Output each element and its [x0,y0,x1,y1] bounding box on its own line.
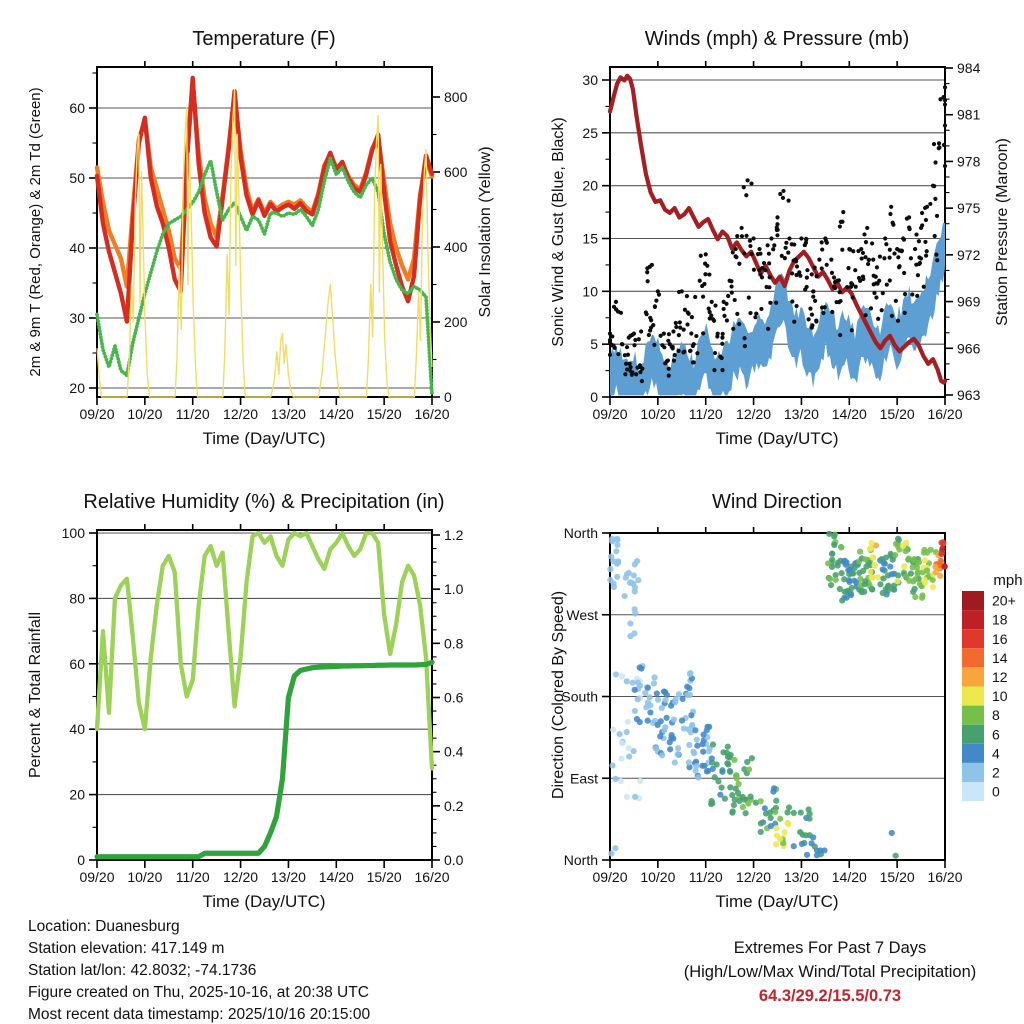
svg-text:5: 5 [590,336,598,353]
extremes-summary [660,936,1000,1008]
svg-text:North: North [563,525,598,541]
svg-text:0.6: 0.6 [444,689,464,706]
svg-text:50: 50 [69,170,85,186]
svg-text:14: 14 [992,649,1008,666]
humidity-precip-title: Relative Humidity (%) & Precipitation (in) [83,491,445,513]
station-location: Location: Duanesburg [28,918,180,935]
svg-text:09/20: 09/20 [592,406,628,422]
svg-text:14/20: 14/20 [831,869,867,885]
svg-text:09/20: 09/20 [79,406,115,422]
pressure-right-axis-label: Station Pressure (Maroon) [994,138,1011,326]
svg-text:12/20: 12/20 [223,406,259,422]
solar-right-axis-label: Solar Insolation (Yellow) [477,146,494,318]
svg-text:100: 100 [61,525,85,541]
svg-text:984: 984 [957,60,981,76]
svg-text:981: 981 [957,106,981,123]
recent-data-timestamp: Most recent data timestamp: 2025/10/16 20:15:00 [28,1006,371,1023]
station-elevation: Station elevation: 417.149 m [28,940,225,957]
svg-text:16/20: 16/20 [927,406,963,422]
svg-text:0.8: 0.8 [444,635,464,652]
svg-text:14/20: 14/20 [318,869,354,885]
svg-text:West: West [566,606,598,623]
svg-text:8: 8 [992,707,1000,724]
svg-text:11/20: 11/20 [688,406,723,422]
svg-text:30: 30 [582,72,598,88]
svg-text:14/20: 14/20 [831,406,867,422]
svg-text:15/20: 15/20 [366,406,402,422]
svg-text:18: 18 [992,611,1008,628]
svg-text:15/20: 15/20 [879,406,915,422]
temperature-xaxis-label: Time (Day/UTC) [202,429,326,448]
svg-text:20: 20 [69,786,85,803]
svg-text:mph: mph [993,572,1023,589]
svg-text:800: 800 [444,89,468,105]
svg-text:16/20: 16/20 [927,869,963,885]
svg-text:969: 969 [957,293,981,310]
svg-text:600: 600 [444,164,468,180]
svg-text:09/20: 09/20 [79,869,115,885]
svg-text:4: 4 [992,745,1000,762]
svg-text:11/20: 11/20 [175,406,210,422]
svg-text:North: North [563,852,598,868]
svg-text:11/20: 11/20 [175,869,210,885]
wind-left-axis-label: Sonic Wind & Gust (Blue, Black) [550,117,567,347]
svg-text:13/20: 13/20 [783,869,819,885]
svg-text:12: 12 [992,668,1008,685]
winds-xaxis-label: Time (Day/UTC) [715,429,839,448]
temperature-left-axis-label: 2m & 9m T (Red, Orange) & 2m Td (Green) [27,87,44,377]
winds-pressure-title: Winds (mph) & Pressure (mb) [644,28,910,50]
svg-text:0: 0 [77,852,85,868]
svg-text:966: 966 [957,340,981,357]
svg-text:South: South [561,688,598,705]
temperature-title: Temperature (F) [192,28,336,50]
svg-text:16/20: 16/20 [414,869,450,885]
svg-text:09/20: 09/20 [592,869,628,885]
svg-text:6: 6 [992,726,1000,743]
svg-text:975: 975 [957,200,981,217]
svg-text:40: 40 [69,240,85,256]
svg-text:40: 40 [69,721,85,738]
svg-text:0: 0 [444,389,452,405]
humidity-precip-panel [62,524,464,885]
svg-text:400: 400 [444,239,468,255]
humidity-left-axis-label: Percent & Total Rainfall [27,611,44,779]
svg-text:12/20: 12/20 [736,869,772,885]
wind-direction-title: Wind Direction [711,491,843,513]
svg-text:15: 15 [582,230,598,247]
figure-created-timestamp: Figure created on Thu, 2025-10-16, at 20:38 UTC [28,984,369,1001]
direction-left-axis-label: Direction (Colored By Speed) [550,590,567,800]
svg-text:12/20: 12/20 [223,869,259,885]
svg-text:2: 2 [992,764,1000,781]
svg-text:15/20: 15/20 [879,869,915,885]
extremes-title: Extremes For Past 7 Days [733,939,927,957]
svg-text:10/20: 10/20 [127,869,163,885]
svg-text:13/20: 13/20 [270,869,306,885]
svg-text:16: 16 [992,630,1008,647]
svg-text:0: 0 [992,783,1000,800]
svg-text:1.2: 1.2 [444,527,464,543]
svg-text:10: 10 [582,283,598,300]
svg-text:20: 20 [582,177,598,194]
svg-text:972: 972 [957,246,981,263]
svg-text:200: 200 [444,314,468,330]
svg-text:60: 60 [69,655,85,672]
svg-text:13/20: 13/20 [270,406,306,422]
svg-text:20: 20 [69,380,85,396]
svg-text:0.0: 0.0 [444,852,464,868]
svg-text:20+: 20+ [992,592,1016,609]
station-info [28,916,370,1024]
svg-text:10/20: 10/20 [127,406,163,422]
wind-direction-panel [561,525,1022,885]
svg-text:10: 10 [992,688,1008,705]
svg-text:10/20: 10/20 [640,406,676,422]
svg-text:13/20: 13/20 [783,406,819,422]
svg-text:60: 60 [69,100,85,116]
svg-text:25: 25 [582,124,598,141]
humidity-xaxis-label: Time (Day/UTC) [202,892,326,911]
svg-text:30: 30 [69,310,85,326]
svg-text:963: 963 [957,387,981,403]
winds-pressure-panel [582,60,980,422]
svg-text:10/20: 10/20 [640,869,676,885]
direction-xaxis-label: Time (Day/UTC) [715,892,839,911]
svg-text:978: 978 [957,153,981,170]
station-latlon: Station lat/lon: 42.8032; -74.1736 [28,962,257,979]
svg-text:1.0: 1.0 [444,581,464,598]
svg-text:12/20: 12/20 [736,406,772,422]
svg-text:East: East [569,770,598,787]
svg-text:15/20: 15/20 [366,869,402,885]
svg-text:0.2: 0.2 [444,797,464,814]
svg-text:0: 0 [590,389,598,405]
svg-text:11/20: 11/20 [688,869,723,885]
extremes-subtitle: (High/Low/Max Wind/Total Precipitation) [683,963,977,981]
svg-text:16/20: 16/20 [414,406,450,422]
svg-text:0.4: 0.4 [444,743,464,760]
svg-text:80: 80 [69,590,85,607]
temperature-panel [69,61,467,422]
svg-text:14/20: 14/20 [318,406,354,422]
extremes-values: 64.3/29.2/15.5/0.73 [758,987,902,1005]
